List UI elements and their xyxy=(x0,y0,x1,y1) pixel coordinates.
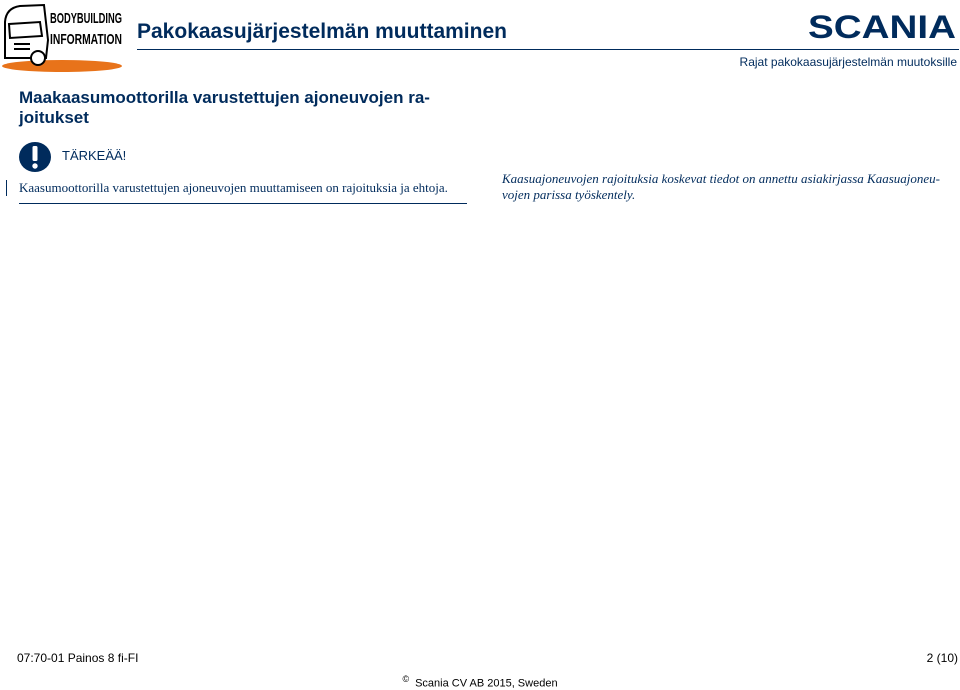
copyright-symbol: © xyxy=(402,674,410,684)
document-reference: 07:70-01 Painos 8 fi-FI xyxy=(17,651,139,665)
side-note: Kaasuajoneuvojen rajoituksia koskevat tiedot on annettu asiakirjassa Kaasuajoneuvojen parissa työskentely. xyxy=(502,171,940,202)
scania-logo xyxy=(808,9,956,45)
section-heading: Maakaasumoottorilla varustettujen ajoneuvojen rajoitukset xyxy=(19,88,430,127)
logo-line2: INFORMATION xyxy=(50,31,122,48)
copyright xyxy=(0,674,960,690)
page-number: 2 (10) xyxy=(926,651,958,665)
header-subtitle: Rajat pakokaasujärjestelmän muutoksille xyxy=(739,55,957,69)
document-title: Pakokaasujärjestelmän muuttaminen xyxy=(137,20,507,43)
copyright-text: Scania CV AB 2015, Sweden xyxy=(415,677,558,690)
truck-icon xyxy=(5,5,48,58)
exclamation-icon xyxy=(18,141,52,173)
notice-label: TÄRKEÄÄ! xyxy=(62,148,127,163)
wheel-icon xyxy=(31,51,45,65)
notice-text: Kaasumoottorilla varustettujen ajoneuvojen muuttamiseen on rajoituksia ja ehtoja. xyxy=(19,180,448,195)
scania-wordmark: SCANIA xyxy=(808,9,956,45)
change-bar xyxy=(6,180,7,196)
logo-line1: BODYBUILDING xyxy=(50,10,122,27)
bodybuilding-information-logo xyxy=(0,0,128,74)
logo-swoosh xyxy=(2,60,122,72)
header-divider xyxy=(137,49,959,50)
notice-divider xyxy=(19,203,467,204)
